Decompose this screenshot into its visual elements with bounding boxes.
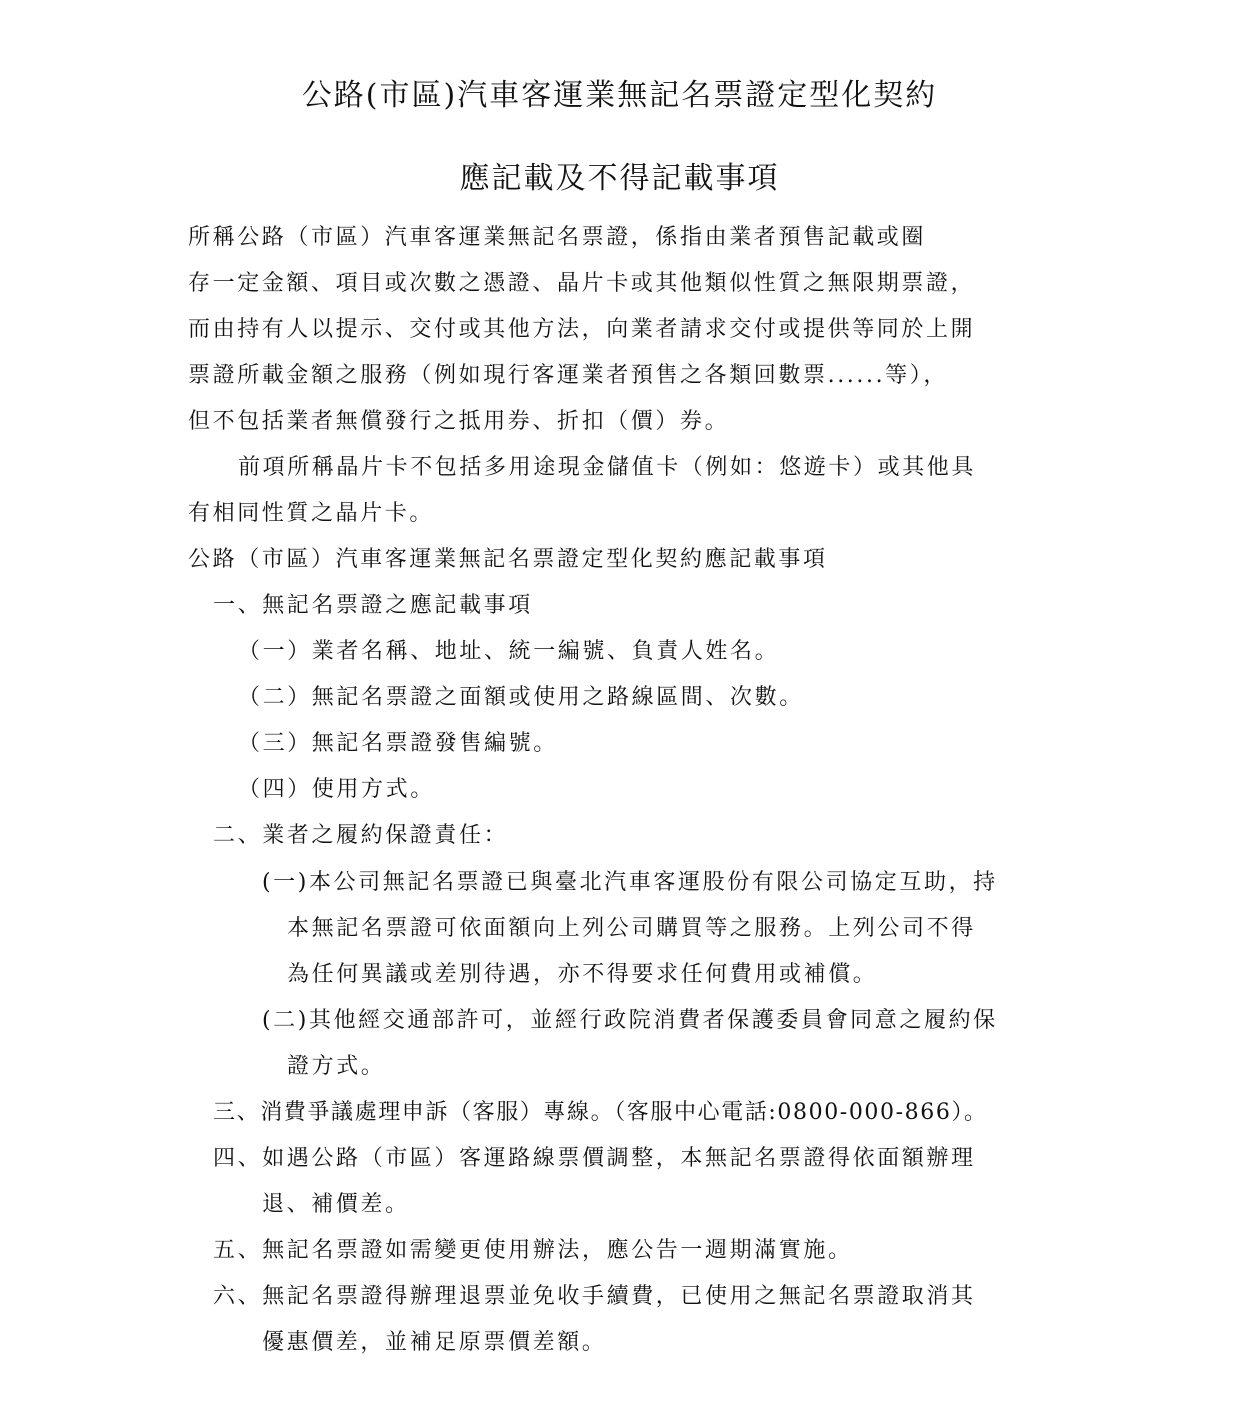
item-2-heading: 二、業者之履約保證責任： [213, 823, 509, 848]
note-line-1: 前項所稱晶片卡不包括多用途現金儲值卡（例如：悠遊卡）或其他具 [238, 455, 977, 480]
definition-line-2: 存一定金額、項目或次數之憑證、晶片卡或其他類似性質之無限期票證， [188, 271, 976, 296]
document-subtitle: 應記載及不得記載事項 [459, 161, 780, 196]
note-line-2: 有相同性質之晶片卡。 [188, 501, 435, 526]
item-2-sub-2-line-1: (二)其他經交通部許可，並經行政院消費者保護委員會同意之履約保 [262, 1008, 998, 1033]
item-2-sub-2-line-2: 證方式。 [287, 1054, 386, 1079]
section-heading: 公路（市區）汽車客運業無記名票證定型化契約應記載事項 [188, 547, 828, 572]
item-1-heading: 一、無記名票證之應記載事項 [213, 593, 533, 618]
item-4-line-2: 退、補價差。 [262, 1192, 410, 1217]
item-2-sub-1-line-3: 為任何異議或差別待遇，亦不得要求任何費用或補償。 [287, 962, 878, 987]
definition-line-3: 而由持有人以提示、交付或其他方法，向業者請求交付或提供等同於上開 [188, 317, 976, 342]
item-3: 三、消費爭議處理申訴（客服）專線。（客服中心電話:0800-000-866）。 [213, 1100, 988, 1125]
item-1-sub-4: （四）使用方式。 [238, 777, 435, 802]
document-title: 公路(市區)汽車客運業無記名票證定型化契約 [301, 78, 938, 113]
item-1-sub-3: （三）無記名票證發售編號。 [238, 731, 558, 756]
definition-line-5: 但不包括業者無償發行之抵用券、折扣（價）券。 [188, 409, 730, 434]
definition-line-1: 所稱公路（市區）汽車客運業無記名票證，係指由業者預售記載或圈 [188, 225, 927, 250]
item-6-line-1: 六、無記名票證得辦理退票並免收手續費，已使用之無記名票證取消其 [213, 1284, 976, 1309]
item-4-line-1: 四、如遇公路（市區）客運路線票價調整，本無記名票證得依面額辦理 [213, 1146, 976, 1171]
item-1-sub-1: （一）業者名稱、地址、統一編號、負責人姓名。 [238, 639, 780, 664]
item-2-sub-1-line-2: 本無記名票證可依面額向上列公司購買等之服務。上列公司不得 [287, 916, 976, 941]
item-2-sub-1-line-1: (一)本公司無記名票證已與臺北汽車客運股份有限公司協定互助，持 [262, 870, 998, 895]
item-5: 五、無記名票證如需變更使用辦法，應公告一週期滿實施。 [213, 1238, 853, 1263]
definition-line-4: 票證所載金額之服務（例如現行客運業者預售之各類回數票......等）， [188, 363, 948, 388]
item-1-sub-2: （二）無記名票證之面額或使用之路線區間、次數。 [238, 685, 804, 710]
item-6-line-2: 優惠價差，並補足原票價差額。 [262, 1330, 607, 1355]
